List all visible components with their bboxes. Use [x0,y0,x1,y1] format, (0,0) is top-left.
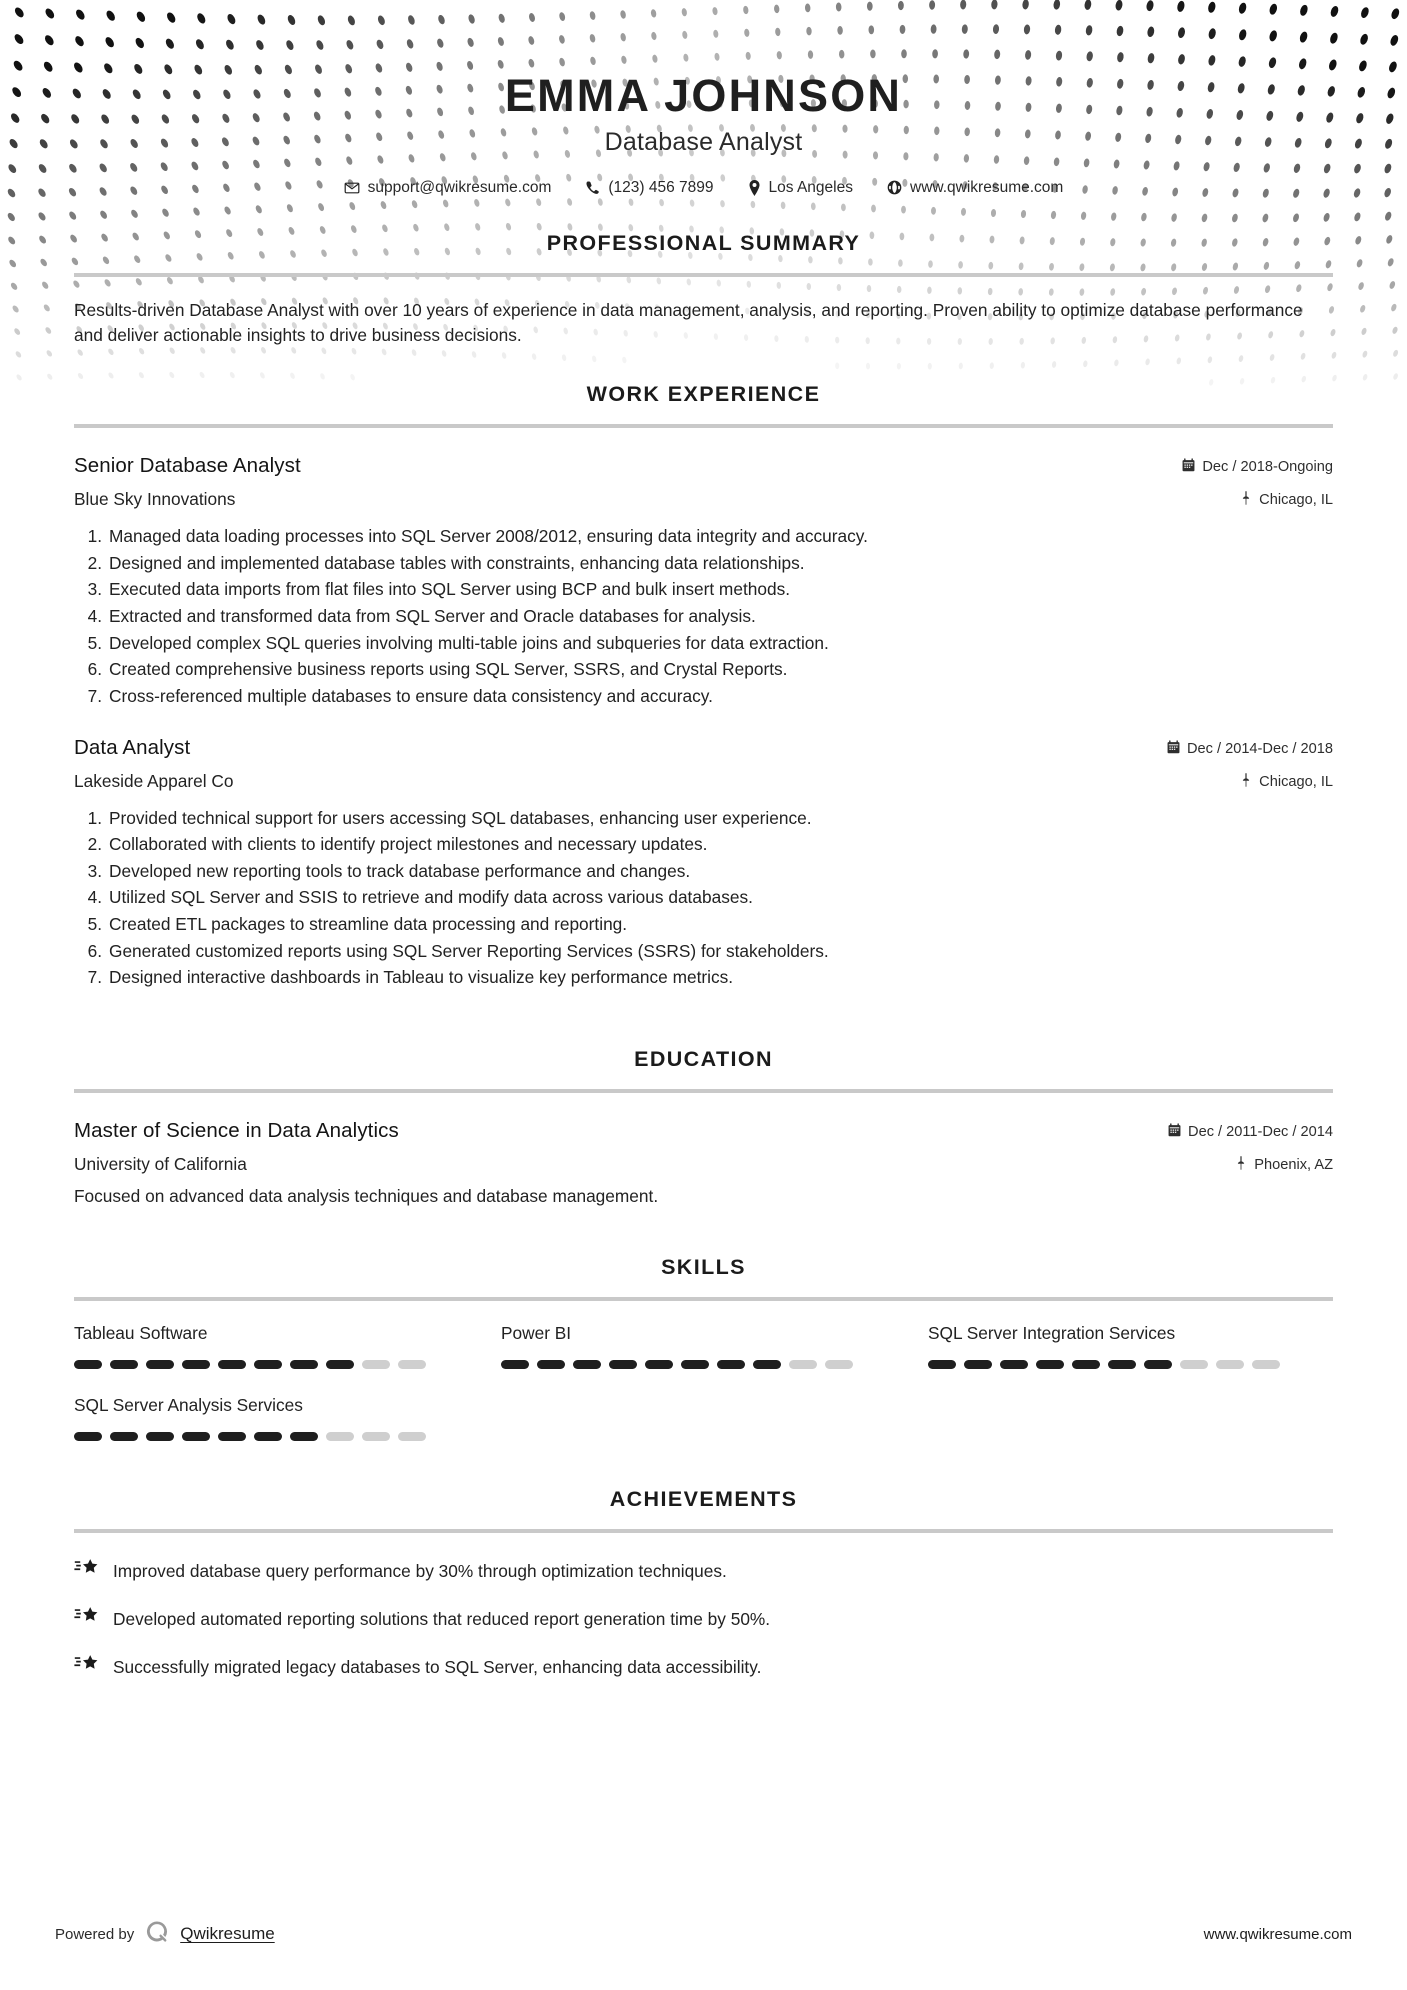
entry-bullet [74,938,1333,965]
bullet-number: 3. [87,579,102,600]
skill-rating-pip [1072,1360,1100,1369]
qwikresume-logo-icon [143,1918,171,1950]
skill-rating-pip [1144,1360,1172,1369]
bullet-number: 7. [87,967,102,988]
entry-bullet [74,911,1333,938]
qwikresume-brand-link[interactable]: Qwikresume [180,1924,275,1943]
skill-rating-pip [362,1360,390,1369]
skill-rating-pip [1216,1360,1244,1369]
skill-name: Tableau Software [74,1322,208,1343]
shooting-star-icon [74,1653,100,1682]
education-list [74,1119,1333,1207]
achievement-text: Developed automated reporting solutions that reduced report generation time by 50%. [113,1608,771,1629]
achievement-text: Successfully migrated legacy databases to SQL Server, enhancing data accessibility. [113,1656,762,1677]
skill-rating-pip [1000,1360,1028,1369]
entry-location-text: Chicago, IL [1259,492,1333,509]
skill-rating-pip [928,1360,956,1369]
skill-rating-bar [74,1360,479,1369]
entry-location-text: Phoenix, AZ [1254,1156,1333,1173]
entry-bullet [74,550,1333,577]
section-divider [74,424,1333,428]
entry-bullet [74,683,1333,710]
entry-location [1240,773,1333,791]
bullet-number: 1. [87,526,102,547]
entry-header [74,454,1333,478]
contact-email-text: support@qwikresume.com [367,178,552,196]
entry-bullet [74,603,1333,630]
entry-organization: Blue Sky Innovations [74,489,236,510]
skill-rating-pip [218,1360,246,1369]
skill-rating-pip [1108,1360,1136,1369]
entry-bullet-list [74,805,1333,991]
skill-rating-pip [290,1360,318,1369]
bullet-text: Managed data loading processes into SQL Server 2008/2012, ensuring data integrity and accuracy. [109,526,868,547]
entry-bullet [74,858,1333,885]
section-divider [74,1297,1333,1301]
bullet-text: Designed and implemented database tables with constraints, enhancing data relationships. [109,552,805,573]
section-title-experience: WORK EXPERIENCE [586,382,821,407]
bullet-text: Generated customized reports using SQL Server Reporting Services (SSRS) for stakeholders. [109,940,829,961]
skill-rating-pip [645,1360,673,1369]
skill-rating-pip [398,1432,426,1441]
entry-bullet [74,630,1333,657]
skill-rating-pip [326,1360,354,1369]
section-title-summary: PROFESSIONAL SUMMARY [546,230,861,255]
shooting-star-icon [74,1557,100,1586]
section-divider [74,1089,1333,1093]
bullet-text: Executed data imports from flat files into SQL Server using BCP and bulk insert methods. [109,579,791,600]
skill-name: SQL Server Analysis Services [74,1394,303,1415]
skill-rating-bar [74,1432,479,1441]
entry-dates-text: Dec / 2011-Dec / 2014 [1188,1123,1333,1140]
shooting-star-icon [74,1605,100,1634]
skill-item [928,1323,1333,1369]
experience-list [74,454,1333,991]
map-pin-icon [1235,1156,1247,1174]
skill-item [501,1323,906,1369]
globe-icon [887,180,902,195]
skill-rating-pip [254,1432,282,1441]
entry-subheader [74,1154,1333,1175]
phone-icon [585,180,600,195]
section-title-education: EDUCATION [634,1046,773,1071]
contact-email[interactable] [327,179,569,197]
entry-bullet [74,523,1333,550]
skill-rating-pip [1180,1360,1208,1369]
bullet-text: Designed interactive dashboards in Tableau to visualize key performance metrics. [109,967,734,988]
calendar-icon [1167,740,1180,758]
contact-location [731,179,870,197]
bullet-text: Utilized SQL Server and SSIS to retrieve and modify data across various databases. [109,887,753,908]
skill-item [74,1323,479,1369]
entry-bullet [74,576,1333,603]
calendar-icon [1168,1123,1181,1141]
resume-entry [74,454,1333,709]
skill-rating-pip [573,1360,601,1369]
skill-rating-pip [753,1360,781,1369]
section-divider [74,273,1333,277]
section-title-achievements: ACHIEVEMENTS [609,1486,798,1511]
entry-header [74,736,1333,760]
entry-bullet [74,964,1333,991]
entry-note: Focused on advanced data analysis techniques and database management. [74,1185,659,1206]
entry-location [1240,491,1333,509]
entry-dates [1182,458,1333,476]
skill-rating-pip [1036,1360,1064,1369]
skill-rating-pip [398,1360,426,1369]
skill-rating-pip [717,1360,745,1369]
entry-bullet [74,884,1333,911]
skill-rating-pip [146,1360,174,1369]
contact-website-text: www.qwikresume.com [910,178,1064,196]
entry-dates [1167,740,1333,758]
map-pin-icon [1240,491,1252,509]
skill-rating-pip [362,1432,390,1441]
entry-bullet [74,831,1333,858]
skill-rating-pip [609,1360,637,1369]
footer-url[interactable]: www.qwikresume.com [1203,1925,1352,1943]
map-pin-icon [1240,773,1252,791]
contact-bar [0,179,1407,197]
section-work-experience [74,382,1333,991]
skill-name: Power BI [501,1322,572,1343]
skill-rating-pip [326,1432,354,1441]
entry-title: Senior Database Analyst [74,454,301,478]
skill-rating-pip [290,1432,318,1441]
calendar-icon [1182,458,1195,476]
entry-bullet-list [74,523,1333,709]
entry-header [74,1119,1333,1143]
skill-rating-pip [537,1360,565,1369]
envelope-icon [344,180,360,196]
achievements-list [74,1557,1333,1682]
bullet-number: 5. [87,914,102,935]
candidate-job-title: Database Analyst [604,127,803,156]
section-title-skills: SKILLS [661,1254,746,1279]
bullet-number: 7. [87,685,102,706]
skill-rating-pip [681,1360,709,1369]
entry-subheader [74,771,1333,792]
section-professional-summary [74,231,1333,349]
entry-dates-text: Dec / 2018-Ongoing [1202,459,1333,476]
page-footer [0,1918,1407,1950]
entry-subheader [74,489,1333,510]
skill-rating-pip [74,1432,102,1441]
entry-title: Data Analyst [74,735,191,759]
skill-rating-bar [928,1360,1333,1369]
skills-grid [74,1323,1333,1441]
skill-rating-pip [182,1432,210,1441]
contact-phone-text: (123) 456 7899 [608,178,714,196]
location-pin-icon [748,180,761,196]
bullet-number: 2. [87,552,102,573]
powered-by-label: Powered by [55,1925,135,1943]
skill-rating-pip [789,1360,817,1369]
skill-rating-pip [1252,1360,1280,1369]
skill-rating-bar [501,1360,906,1369]
skill-rating-pip [74,1360,102,1369]
bullet-text: Provided technical support for users accessing SQL databases, enhancing user experience. [109,807,812,828]
entry-organization: Lakeside Apparel Co [74,770,234,791]
contact-location-text: Los Angeles [768,178,853,196]
powered-by-block [55,1918,275,1950]
bullet-number: 1. [87,807,102,828]
bullet-text: Collaborated with clients to identify project milestones and necessary updates. [109,834,708,855]
skill-rating-pip [825,1360,853,1369]
skill-item [74,1395,479,1441]
entry-title: Master of Science in Data Analytics [74,1118,399,1142]
summary-text: Results-driven Database Analyst with over 10 years of experience in data management, analysis, and reporting. Proven ability to optimize database performance and deliver actionable insights to drive business decisions. [74,299,1303,345]
entry-dates-text: Dec / 2014-Dec / 2018 [1186,740,1333,757]
section-education [74,1047,1333,1207]
skill-rating-pip [218,1432,246,1441]
bullet-number: 4. [87,606,102,627]
resume-body [0,231,1407,1682]
skill-rating-pip [964,1360,992,1369]
achievement-text: Improved database query performance by 30% through optimization techniques. [113,1560,727,1581]
section-achievements [74,1487,1333,1682]
skill-rating-pip [110,1432,138,1441]
resume-header [0,0,1407,197]
skill-rating-pip [254,1360,282,1369]
entry-bullet [74,805,1333,832]
candidate-name: EMMA JOHNSON [504,70,903,121]
bullet-number: 6. [87,940,102,961]
achievement-item [74,1605,1333,1634]
skill-rating-pip [182,1360,210,1369]
skill-rating-pip [501,1360,529,1369]
entry-location-text: Chicago, IL [1259,773,1333,790]
skill-rating-pip [146,1432,174,1441]
bullet-text: Created ETL packages to streamline data processing and reporting. [109,914,628,935]
entry-dates [1168,1123,1333,1141]
bullet-text: Extracted and transformed data from SQL Server and Oracle databases for analysis. [109,606,756,627]
section-skills [74,1255,1333,1441]
bullet-number: 6. [87,659,102,680]
achievement-item [74,1557,1333,1586]
skill-rating-pip [110,1360,138,1369]
bullet-text: Developed new reporting tools to track database performance and changes. [109,860,691,881]
achievement-item [74,1653,1333,1682]
contact-website[interactable] [870,179,1080,197]
skill-name: SQL Server Integration Services [928,1322,1176,1343]
entry-bullet [74,656,1333,683]
bullet-text: Created comprehensive business reports using SQL Server, SSRS, and Crystal Reports. [109,659,788,680]
resume-entry [74,1119,1333,1207]
bullet-number: 2. [87,834,102,855]
bullet-number: 3. [87,860,102,881]
bullet-text: Developed complex SQL queries involving multi-table joins and subqueries for data extraction. [109,632,829,653]
bullet-number: 5. [87,632,102,653]
resume-entry [74,736,1333,991]
section-divider [74,1529,1333,1533]
contact-phone[interactable] [568,179,730,197]
entry-location [1235,1156,1333,1174]
entry-organization: University of California [74,1153,247,1174]
bullet-text: Cross-referenced multiple databases to ensure data consistency and accuracy. [109,685,713,706]
bullet-number: 4. [87,887,102,908]
